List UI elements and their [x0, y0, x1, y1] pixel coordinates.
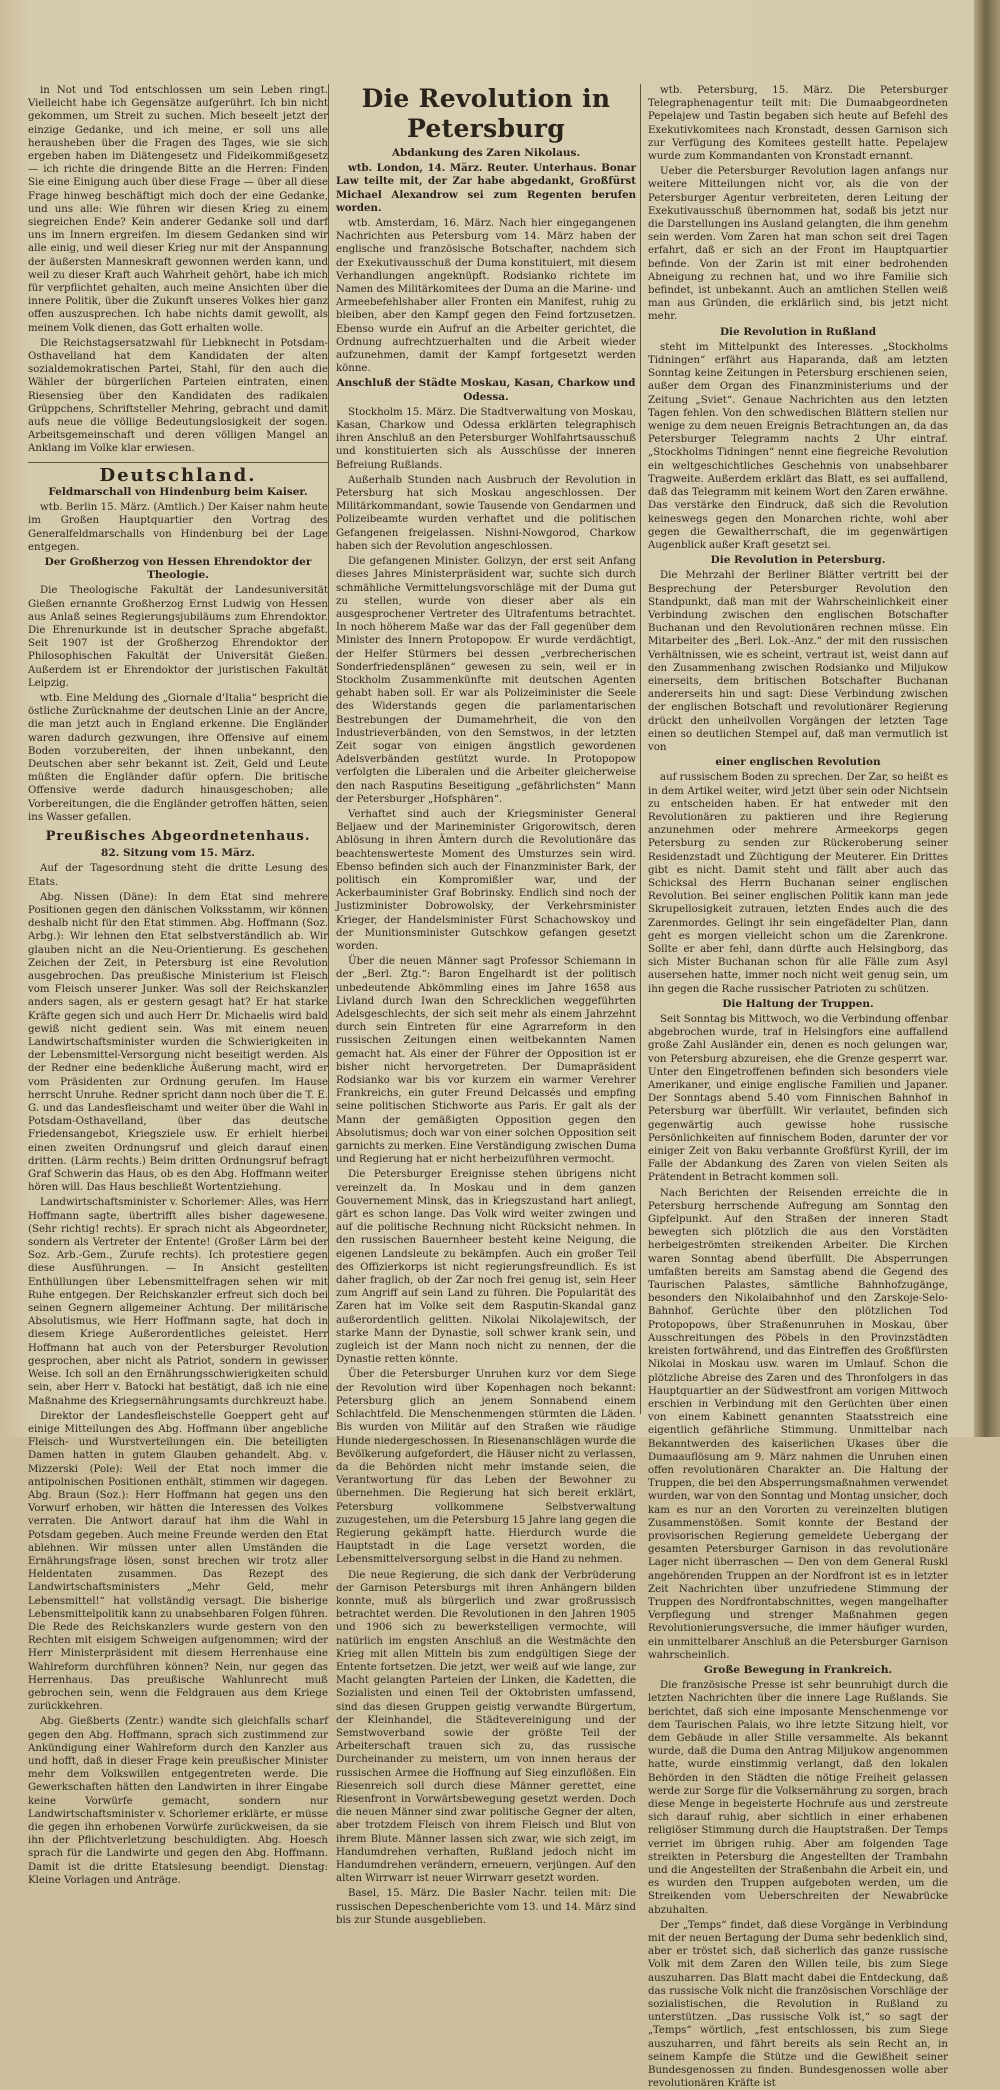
column-rule [328, 84, 329, 1414]
paragraph: Die Petersburger Ereignisse stehen übrigens nicht vereinzelt da. In Moskau und in dem ganzen Gouvernement Minsk, das in Kriegszustand hart anliegt, gärt es schon lange. Das Volk wird weiter zwingen und auf die politische Rechnung nicht Rücksicht nehmen. In den russischen Bauernheer besteht keine Neigung, die eigenen Landsleute zu bekämpfen. Auch ein großer Teil des Offizierkorps ist nicht regierungsfreundlich. Es ist daher fraglich, ob der Zar noch frei genug ist, sein Heer zum Angriff auf sein Land zu führen. Die Popularität des Zaren hat im Volke seit dem Rasputin-Skandal ganz außerordentlich gelitten. Nikolai Nikolajewitsch, der starke Mann der Dynastie, soll schwer krank sein, und zugleich ist der Mann noch nicht zu nennen, der die Dynastie retten könnte. [336, 1169, 636, 1366]
paragraph: Die neue Regierung, die sich dank der Verbrüderung der Garnison Petersburgs mit ihren Anhängern bilden konnte, muß als bürgerlich und zwar großrussisch betrachtet werden. Die Revolutionen in den Jahren 1905 und 1906 sich zu bewerkstelligen vermochte, will natürlich im engsten Anschluß an die Westmächte den Krieg mit allen Mitteln bis zum endgültigen Siege der Entente fortsetzen. Die jetzt, wer weiß auf wie lange, zur Macht gelangten Parteien der Linken, die Kadetten, die Sozialisten und einen Teil der Oktobristen umfassend, sind das diesen Gruppen geistig verwandte Bürgertum, der Kleinhandel, die Städtevereinigung und der Semstwoverband sowie der größte Teil der Arbeiterschaft trauen sich zu, das russische Durcheinander zu meistern, um von innen heraus der russischen Armee die Hoffnung auf Sieg einzuflößen. Ein Riesenreich soll durch diese Männer gerettet, eine Riesenfront in Vorwärtsbewegung gesetzt werden. Doch die neuen Männer sind zwar politische Gegner der alten, aber trotzdem Fleisch von ihrem Fleisch und Blut von ihrem Blute. Männer lassen sich zwar, wie sich zeigt, im Handumdrehen verhaften, Rußland jedoch nicht im Handumdrehen verändern, erneuern, verjüngen. Auf den alten Wirrwarr ist neuer Wirrwarr gesetzt worden. [336, 1569, 636, 1885]
paragraph: Die Theologische Fakultät der Landesuniversität Gießen ernannte Großherzog Ernst Ludwig von Hessen aus Anlaß seines Regierungsjubiläums zum Ehrendoktor. Die Ehrenurkunde ist in deutscher Sprache abgefaßt. Seit 1907 ist der Großherzog Ehrendoktor der Philosophischen Fakultät der Universität Gießen. Außerdem ist er Ehrendoktor der juristischen Fakultät Leipzig. [28, 585, 328, 689]
paragraph: Abg. Gießberts (Zentr.) wandte sich gleichfalls scharf gegen den Abg. Hoffmann, sprach sich zustimmend zur Ankündigung einer Wahlreform durch den Kanzler aus und hofft, daß in dieser Frage kein preußischer Minister mehr dem Volkswillen entgegentreten werde. Die Gewerkschaften hätten den Landwirten in ihrer Eingabe keine Vorwürfe gemacht, sondern nur Landwirtschaftsminister v. Schorlemer erklärte, er müsse die gegen ihn erhobenen Vorwürfe zurückweisen, da sie ihn der Pflichtverletzung beschuldigten. Abg. Hoesch sprach für die Landwirte und gegen den Abg. Hoffmann. Damit ist die dritte Etatslesung beendigt. Dienstag: Kleine Vorlagen und Anträge. [28, 1716, 328, 1886]
paragraph: Die französische Presse ist sehr beunruhigt durch die letzten Nachrichten über die innere Lage Rußlands. Sie berichtet, daß sich eine imposante Menschenmenge vor dem Taurischen Palais, wo ihre letzte Sitzung hielt, vor dem Gebäude in aller Stille versammelte. Als bekannt wurde, daß die Duma den Antrag Miljukow angenommen hatte, wurde einstimmig verlangt, daß den lokalen Behörden in den Städten die nötige Freiheit gelassen werde zur Sorge für die Volksernährung zu sorgen, brach diese Menge in begeisterte Hochrufe aus und zerstreute sich darauf ruhig, aber sichtlich in einer erhabenen religiöser Stimmung durch die Hauptstraßen. Der Temps verriet im übrigen ruhig. Aber am folgenden Tage streikten in Petersburg die Angestellten der Trambahn und die Angestellten der Straßenbahn die Arbeit ein, und es wurden den Truppen aufgeboten werden, um die Streikenden vom Ueberschreiten der Newabrücke abzuhalten. [648, 1680, 948, 1916]
section-title-deutschland: Deutschland. [28, 462, 328, 482]
subheading: einer englischen Revolution [715, 756, 881, 769]
paragraph: Die Reichstagsersatzwahl für Liebknecht in Potsdam-Osthavelland hat dem Kandidaten der alten sozialdemokratischen Partei, Stahl, für den auch die Wähler der bürgerlichen Parteien eintraten, einen Riesensieg über den Kandidaten des radikalen Grüppchens, Schriftsteller Mehring, gebracht und damit aufs neue die völlige Bedeutungslosigkeit der sogen. Arbeitsgemeinschaft und deren völligen Mangel an Anklang im Volke klar erwiesen. [28, 337, 328, 455]
paragraph: Die Mehrzahl der Berliner Blätter vertritt bei der Besprechung der Petersburger Revolution den Standpunkt, daß man mit der Wahrscheinlichkeit einer Verbindung zwischen den englischen Botschafter Buchanan und den Revolutionären rechnen müsse. Ein Mitarbeiter des „Berl. Lok.-Anz.“ der mit den russischen Verhältnissen, wie es scheint, vertraut ist, weist dann auf den Zusammenhang zwischen Rodsianko und Miljukow einerseits, dem britischen Botschafter Buchanan andererseits hin und sagt: Diese Verbindung zwischen der englischen Botschaft und revolutionärer Regierung drückt den unheilvollen Vorgängen der letzten Tage einen so deutlichen Stempel auf, daß man vermutlich ist von [648, 570, 948, 753]
paragraph: auf russischem Boden zu sprechen. Der Zar, so heißt es in dem Artikel weiter, wird jetzt über sein oder Nichtsein zu entscheiden haben. Er hat entweder mit den Revolutionären zu paktieren und ihre Regierung anzunehmen oder mehrere Armeekorps gegen Petersburg zu senden zur Rückeroberung seiner Residenzstadt und Züchtigung der Meuterer. Ein Drittes gibt es nicht. Damit steht und fällt aber auch das Schicksal des Herrn Buchanan seiner englischen Revolution. Bei seiner englischen Politik kann man jede Skrupellosigkeit zutrauen, letzten Endes auch die des Zarenmordes. Gelingt ihr sein eingefädelter Plan, dann geht es morgen vielleicht schon um die Zarenkrone. Sollte er aber fehl, dann dürfte auch Helsingborg, das sich Mister Buchanan schon für alle Fälle zum Asyl ausersehen hatte, immer noch nicht weit genug sein, um ihn gegen die Rache russischer Patrioten zu schützen. [648, 772, 948, 995]
page-fold-shadow [974, 0, 1000, 1437]
subheading: Abdankung des Zaren Nikolaus. [391, 147, 581, 159]
column-rule [640, 84, 641, 1414]
paragraph: Direktor der Landesfleischstelle Goeppert geht auf einige Mitteilungen des Abg. Hoffmann über angebliche Fleisch- und Wurstverteilungen ein. Die beteiligten Damen hatten in gutem Glauben gehandelt. Abg. v. Mizzerski (Pole): Weil der Etat noch immer die antipolnischen Positionen enthält, stimmen wir dagegen. Abg. Braun (Soz.): Herr Hoffmann hat gegen uns den Vorwurf erhoben, wir hätten die Interessen des Volkes verraten. Die Antwort darauf hat ihm die Wahl in Potsdam gegeben. Auch meine Freunde werden den Etat ablehnen. Wir müssen unter allen Umständen die Ernährungsfrage lösen, sonst brechen wir trotz aller Heldentaten zusammen. Das Rezept des Landwirtschaftsministers „Mehr Geld, mehr Lebensmittel!“ hat vollständig versagt. Die bisherige Lebensmittelpolitik kann zu unabsehbaren Folgen führen. Die Rede des Reichskanzlers wurde gestern von den Rechten mit eisigem Schweigen aufgenommen; wird der Herr Ministerpräsident mit diesem Herrenhause eine Wahlreform durchführen können? Nein, nur gegen das Herrenhaus. Das preußische Wahlunrecht muß gebrochen sein, wenn die Feldgrauen aus dem Kriege zurückkehren. [28, 1410, 328, 1713]
session-label: 82. Sitzung vom 15. März. [101, 847, 255, 860]
paragraph: Über die neuen Männer sagt Professor Schiemann in der „Berl. Ztg.“: Baron Engelhardt ist der politisch unbedeutende Abkömmling eines im Jahre 1658 aus Livland durch Iwan den Schrecklichen weggeführten Adelsgeschlechts, der sich seit mehr als einem Jahrzehnt durch sein Eintreten für eine Agrarreform in den russischen Zeitungen einen weitbekannten Namen gemacht hat. Als einer der Führer der Opposition ist er bisher nicht hervorgetreten. Der Dumapräsident Rodsianko war bis vor kurzem ein warmer Verehrer Frankreichs, ein guter Freund Delcassés und empfing seine politischen Stichworte aus Paris. Er galt als der Mann der gemäßigten Opposition gegen den Absolutismus; doch war von einer solchen Opposition seit garnichts zu merken. Eine Verständigung zwischen Duma und Regierung hat er nicht herbeizuführen vermocht. [336, 956, 636, 1166]
column-left [28, 84, 328, 1886]
paragraph: wtb. Amsterdam, 16. März. Nach hier eingegangenen Nachrichten aus Petersburg vom 14. März haben der englische und französische Botschafter, nachdem sich der Exekutivausschuß der Duma konstituiert, mit diesem Verhandlungen angeknüpft. Rodsianko richtete im Namen des Militärkomitees der Duma an die Marine- und Armeebefehlshaber aller Fronten ein Manifest, ruhig zu bleiben, aber den Kampf gegen den Feind fortzusetzen. Ebenso wurde ein Aufruf an die Arbeiter gerichtet, die Ordnung aufrechtzuerhalten und die Arbeit wieder aufzunehmen, damit der Kampf fortgesetzt werden könne. [336, 218, 636, 375]
paragraph: Basel, 15. März. Die Basler Nachr. teilen mit: Die russischen Depeschenberichte vom 13. und 14. März sind bis zur Stunde ausgeblieben. [336, 1888, 636, 1926]
paragraph: Abg. Nissen (Däne): In dem Etat sind mehrere Positionen gegen den dänischen Volksstamm, wir können deshalb nicht für den Etat stimmen. Abg. Hoffmann (Soz. Arbg.): Wir lehnen den Etat selbstverständlich ab. Wir glauben nicht an die Neu-Orientierung. Es geschehen Zeichen der Zeit, in Petersburg ist eine Revolution ausgebrochen. Das preußische Ministerium ist Fleisch vom Fleisch unserer Junker. Was soll der Reichskanzler anders sagen, als er gestern gesagt hat? Er hat starke Kräfte gegen sich und auch Herr Dr. Michaelis wird bald gewiß nicht gedient sein. Was mit einem neuen Landwirtschaftsminister wurden die Schwierigkeiten in der Lebensmittel-Versorgung nicht beseitigt werden. Als der Redner eine bedenkliche Äußerung macht, wird er vom Präsidenten zur Ordnung gerufen. Im Hause herrscht Unruhe. Redner spricht dann noch über die T. E. G. und das Landesfleischamt und weiter über die Wahl in Potsdam-Osthavelland, über das deutsche Friedensangebot, Kriegsziele usw. Er erhielt hierbei einen zweiten Ordnungsruf und gleich darauf einen dritten. (Lärm rechts.) Beim dritten Ordnungsruf befragt Graf Schwerin das Haus, ob es den Abg. Hoffmann weiter hören will. Das Haus beschließt Wortentziehung. [28, 891, 328, 1194]
paragraph: Ueber die Petersburger Revolution lagen anfangs nur weitere Mitteilungen nicht vor, als die von der Petersburger Agentur verbreiteten, deren Leitung der Exekutivausschuß übernommen hat, sodaß bis jetzt nur die Darstellungen ins Ausland gelangten, die ihm genehm sein werden. Vom Zaren hat man schon seit drei Tagen erfahrt, daß er sich an der Front im Hauptquartier befinde. Von der Zarin ist mit einer bedrohenden Abneigung zu rechnen hat, und wo ihre Familie sich befindet, ist unbekannt. Auch an amtlichen Stellen weiß man aus Gründen, die erklärlich sind, bis jetzt nicht mehr. [648, 166, 948, 323]
paragraph: wtb. Petersburg, 15. März. Die Petersburger Telegraphenagentur teilt mit: Die Dumaabgeordneten Pepelajew und Tastin begaben sich heute auf Befehl des Exekutivkomitees nach Kronstadt, dessen Garnison sich zur Verfügung des Komitees gestellt hatte. Pepelajew wurde zum Kommandanten von Kronstadt ernannt. [648, 85, 948, 163]
paragraph: Auf der Tagesordnung steht die dritte Lesung des Etats. [28, 863, 328, 888]
paragraph: Über die Petersburger Unruhen kurz vor dem Siege der Revolution wird über Kopenhagen noch bekannt: Petersburg glich an jenem Sonnabend einem Schlachtfeld. Die Menschenmengen stürmten die Läden. Bis wurden von Militär auf den Straßen wie räudige Hunde niedergeschossen. In Riesenanschlägen wurde die Bevölkerung aufgefordert, die Häuser nicht zu verlassen, da die Behörden nicht mehr imstande seien, die Verantwortung für das Leben der Bewohner zu übernehmen. Die Regierung hat sich bereit erklärt, Petersburg vollkommene Selbstverwaltung zuzugestehen, um die Petersburg 15 Jahre lang gegen die Regierung gekämpft hatte. Hierdurch wurde die Hauptstadt in die Lage versetzt worden, die Lebensmittelversorgung selbst in die Hand zu nehmen. [336, 1369, 636, 1566]
paragraph: wtb. London, 14. März. Reuter. Unterhaus. Bonar Law teilte mit, der Zar habe abgedankt, Großfürst Michael Alexandrow sei zum Regenten berufen worden. [336, 162, 636, 214]
paragraph: wtb. Berlin 15. März. (Amtlich.) Der Kaiser nahm heute im Großen Hauptquartier den Vortrag des Generalfeldmarschalls von Hindenburg bei der Lage entgegen. [28, 502, 328, 553]
paragraph: Stockholm 15. März. Die Stadtverwaltung von Moskau, Kasan, Charkow und Odessa erklärten telegraphisch ihren Anschluß an den Petersburger Wohlfahrtsausschuß und konstituierten sich als Ausschüsse der inneren Befreiung Rußlands. [336, 406, 636, 471]
paragraph: Landwirtschaftsminister v. Schorlemer: Alles, was Herr Hoffmann sagte, übertrifft alles bisher dagewesene. (Sehr richtig! rechts). Er sprach nicht als Abgeordneter, sondern als Vertreter der Entente! (Großer Lärm bei der Soz. Arb.-Gem., Zurufe rechts). Ich protestiere gegen diese Ausführungen. — In Ansicht gestellten Enthüllungen über Lebensmittelfragen sehen wir mit Ruhe entgegen. Der Reichskanzler erfreut sich doch bei seinen Gegnern allgemeiner Achtung. Der militärische Absolutismus, wie Herr Hoffmann sagte, hat doch in diesem Kriege Außerordentliches geleistet. Herr Hoffmann hat auch von der Petersburger Revolution gesprochen, aber nicht als Patriot, sondern in gewisser Weise. Ich soll an den Ernährungsschwierigkeiten schuld sein, aber Herr v. Batocki hat bestätigt, daß ich nie eine Maßnahme des Kriegsernährungsamts durchkreuzt habe. [28, 1197, 328, 1407]
subheading: Die Revolution in Rußland [719, 325, 877, 338]
paragraph: Seit Sonntag bis Mittwoch, wo die Verbindung offenbar abgebrochen wurde, traf in Helsingfors eine auffallend große Zahl Ausländer ein, denen es noch gelungen war, von Petersburg abzureisen, ehe die Grenze gesperrt war. Unter den Eingetroffenen befinden sich besonders viele Amerikaner, und einige englische Familien und Japaner. Der Sonntags abend 5.40 vom Finnischen Bahnhof in Petersburg war überfüllt. Wir verlautet, befinden sich gegenwärtig auch gewisse hohe russische Persönlichkeiten auf finnischem Boden, darunter der vor einiger Zeit von Baku verbannte Großfürst Kyrill, der im Falle der Abdankung des Zaren von vielen Seiten als Prätendent in Betracht kommen soll. [648, 1014, 948, 1184]
paragraph: Außerhalb Stunden nach Ausbruch der Revolution in Petersburg hat sich Moskau angeschlossen. Der Militärkommandant, sowie Tausende von Gendarmen und Polizeibeamte wurden verhaftet und die politischen Gefangenen freigelassen. Nishni-Nowgorod, Charkow haben sich der Revolution angeschlossen. [336, 474, 636, 552]
section-title-abgeordnetenhaus: Preußisches Abgeordnetenhaus. [45, 828, 311, 844]
paragraph: Die gefangenen Minister. Golizyn, der erst seit Anfang dieses Jahres Ministerpräsident war, suchte sich durch schmähliche Vermittelungsvorschläge mit der Duma gut zu stellen, wurde von dieser aber als ein ausgesprochener Vertreter des Ultrafentums betrachtet. In noch höherem Maße war das der Fall gegenüber dem Minister des Innern Protopopow. Er wurde verdächtigt, der Helfer Stürmers bei dessen „verbrecherischen Sonderfriedensplänen“ gewesen zu sein, weil er in Stockholm Zusammenkünfte mit deutschen Agenten gehabt haben soll. Er war als Polizeiminister die Seele des Widerstands gegen die parlamentarischen Bestrebungen der Dumamehrheit, die von den Industrieverbänden, von den Semstwos, in der letzten Zeit sogar von einigen ängstlich gewordenen Adelsverbänden gestützt wurde. In Protopopow verfolgten die Liberalen und die Arbeiter gleicherweise den nach Rasputins Beseitigung „gefährlichsten“ Mann der Petersburger „Hofsphären“. [336, 556, 636, 805]
paragraph: Nach Berichten der Reisenden erreichte die in Petersburg herrschende Aufregung am Sonntag den Gipfelpunkt. Auf den Straßen der inneren Stadt bewegten sich plötzlich die aus den Vorstädten herbeigeströmten streikenden Arbeiter. Die Kirchen waren Sonntag abend überfüllt. Die Absperrungen umfaßten bereits am Samstag abend die Gegend des Taurischen Palastes, sämtliche Bahnhofzugänge, besonders den Nikolaibahnhof und den Zarskoje-Selo-Bahnhof. Gerüchte über den plötzlichen Tod Protopopows, über Straßenunruhen in Moskau, über Ausschreitungen des Pöbels in den Provinzstädten kreisten fortwährend, und das Eintreffen des Großfürsten Nikolai in Moskau usw. waren im Umlauf. Schon die plötzliche Abreise des Zaren und des Thronfolgers in das Hauptquartier an der Südwestfront am vorigen Mittwoch erschien in Verbindung mit den Gerüchten über einen von einem Kabinett genannten Staatsstreich eine eigentlich gefährliche Stimmung. Unmittelbar nach Bekanntwerden des kaiserlichen Ukases über die Dumaauflösung am 9. März nahmen die Unruhen einen offen revolutionären Charakter an. Die Haltung der Truppen, die bei den Absperrungsmaßnahmen verwendet wurden, war von den Sonntag und Montag unsicher, doch kam es nur an den Vororten zu vereinzelten blutigen Zusammenstößen. Somit konnte der Bestand der provisorischen Regierung gemeldete Uebergang der gesamten Petersburger Garnison in das revolutionäre Lager nicht überraschen — Den von dem General Ruskl angehörenden Truppen an der Nordfront ist es in letzter Zeit Nachrichten über unzufriedene Stimmung der Truppen des Nordfrontabschnittes, wegen mangelhafter Verpflegung und strenger Maßnahmen gegen Revolutionierungsversuche, die immer häufiger wurden, ein unmittelbarer Anschluß an die Petersburger Garnison wahrscheinlich. [648, 1187, 948, 1661]
headline: Die Revolution in Petersburg [361, 84, 611, 143]
paragraph: wtb. Eine Meldung des „Giornale d'Italia“ bespricht die östliche Zurücknahme der deutschen Linie an der Ancre, die man jetzt auch in England erkenne. Die Engländer waren dadurch gezwungen, ihre Offensive auf einem Boden vorzubereiten, der ihnen unbekannt, den Deutschen aber sehr bekannt ist. Zeit, Geld und Leute müßten die Engländer dafür opfern. Die britische Offensive werde dadurch hinausgeschoben; alle Vorbereitungen, die die Engländer getroffen hätten, seien ins Wasser gefallen. [28, 692, 328, 823]
subheading: Große Bewegung in Frankreich. [703, 1663, 893, 1676]
subheading: Die Haltung der Truppen. [722, 997, 874, 1010]
paragraph: in Not und Tod entschlossen um sein Leben ringt. Vielleicht habe ich Gegensätze aufgerührt. Ich bin nicht gekommen, um Streit zu suchen. Mich beseelt jetzt der einzige Gedanke, und ich meine, er soll uns alle herausheben über die Fragen des Tages, wie sie sich ergeben haben im Diätengesetz und Fideikommißgesetz — ich richte die dringende Bitte an die Herren: Finden Sie eine Einigung auch über diese Frage — über all diese Frage hinweg beschäftigt mich doch der eine Gedanke, und uns alle: Wie führen wir diesen Krieg zu einem siegreichen Ende? Kein anderer Gedanke soll und darf uns im Innern ergreifen. Im diesem Gedanken sind wir alle einig, und weil dieser Krieg nur mit der Anspannung der äußersten Manneskraft gewonnen werden kann, und weil zu dieser Kraft auch Wahrheit gehört, habe ich mich für verpflichtet gehalten, auch meine Ansichten über die innere Politik, über die Zukunft unseres Volkes hier ganz offen auszusprechen. Ich habe nichts damit gewollt, als meinem Volk dienen, das Gott erhalten wolle. [28, 85, 328, 334]
column-right [648, 84, 948, 2090]
subheading: Feldmarschall von Hindenburg beim Kaiser. [48, 485, 308, 498]
paragraph: Verhaftet sind auch der Kriegsminister General Beljaew und der Marineminister Grigorowitsch, deren Ablösung in ihren Ämtern durch die Revolutionäre das beachtenswerteste Moment des Umsturzes sein wird. Ebenso befinden sich auch der Finanzminister Bark, der politisch ein Kompromißler war, und der Ackerbauminister Graf Bobrinsky. Endlich sind noch der Justizminister Dobrowolsky, der Verkehrsminister Krieger, der Handelsminister Fürst Schachowskoy und der Munitionsminister Gutschkow gefangen gesetzt worden. [336, 808, 636, 952]
subheading: Die Revolution in Petersburg. [710, 554, 886, 567]
subheading: Anschluß der Städte Moskau, Kasan, Charkow und Odessa. [336, 377, 636, 403]
paragraph: steht im Mittelpunkt des Interesses. „Stockholms Tidningen“ erfährt aus Haparanda, daß am letzten Sonntag keine Zeitungen in Petersburg erschienen seien, außer dem Organ des Finanzministeriums und der Zeitung „Sviet“. Genaue Nachrichten aus den letzten Tagen fehlen. Von den schwedischen Blättern stellen nur wenige zu dem neuen Ereignis Betrachtungen an, da das Petersburger Telegramm nachts 2 Uhr eintraf. „Stockholms Tidningen“ nennt eine fiegreiche Revolution ein weltgeschichtliches Geschehnis von unabsehbarer Tragweite. Außerdem erklärt das Blatt, es sei auffallend, daß das Telegramm mit keinem Wort den Zaren erwähne. Das verstärke den Eindruck, daß sich die Revolution keineswegs gegen den Monarchen richte, wohl aber gegen die Gewaltherrschaft, die im gegenwärtigen Augenblick außer Kraft gesetzt sei. [648, 341, 948, 551]
subheading: Der Großherzog von Hessen Ehrendoktor der Theologie. [44, 555, 312, 582]
column-middle [336, 84, 636, 1926]
paragraph: Der „Temps“ findet, daß diese Vorgänge in Verbindung mit der neuen Bertagung der Duma sehr bedenklich sind, aber er tröstet sich, daß sicherlich das ganze russische Volk mit dem Zaren den Willen teile, bis zum Siege auszuharren. Das Blatt macht dabei die Entdeckung, daß das russische Volk nicht die französischen Vorschläge der sozialistischen, die Revolution in Rußland zu unterstützen. „Das russische Volk ist,“ so sagt der „Temps“ wörtlich, „fest entschlossen, bis zum Siege auszuharren, und fährt bereits als sein Recht an, in seinem Kampfe die Stütze und die Gewißheit seiner Bundesgenossen zu finden. Bundesgenossen wolle aber revolutionären Kräfte ist [648, 1919, 948, 2090]
